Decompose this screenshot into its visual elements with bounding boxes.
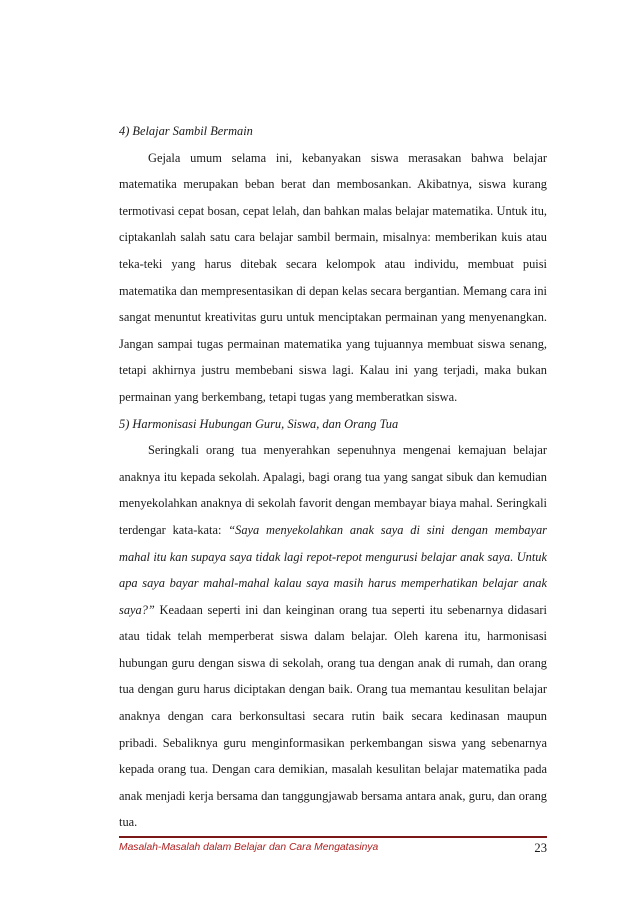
section-4-heading: 4) Belajar Sambil Bermain	[119, 124, 253, 138]
section-5-text-before-quote: Seringkali orang tua menyerahkan sepenuhnya mengenai kemajuan belajar anaknya itu kepada sekolah. Apalagi, bagi orang tua yang sangat sibuk dan kemudian menyekolahkan anaknya di sekolah favorit dengan membayar biaya mahal. Seringkali terdengar kata-kata:	[119, 443, 547, 537]
section-5-text-after-quote: Keadaan seperti ini dan keinginan orang tua seperti itu sebenarnya didasari atau tidak telah memperberat siswa dalam belajar. Oleh karena itu, harmonisasi hubungan guru dengan siswa di sekolah, orang tua dengan anak di rumah, dan orang tua dengan guru harus diciptakan dengan baik. Orang tua memantau kesulitan belajar anaknya dengan cara berkonsultasi secara rutin baik secara kedinasan maupun pribadi. Sebaliknya guru menginformasikan perkembangan siswa yang sebenarnya kepada orang tua. Dengan cara demikian, masalah kesulitan belajar matematika pada anak menjadi kerja bersama dan tanggungjawab bersama antara anak, guru, dan orang tua.	[119, 602, 547, 830]
page-footer	[119, 842, 547, 862]
section-5-quote: “Saya menyekolahkan anak saya di sini dengan membayar mahal itu kan supaya saya tidak lagi repot-repot mengurusi belajar anak saya. Untuk apa saya bayar mahal-mahal kalau saya masih harus memperhatikan belajar anak saya?”	[119, 522, 547, 617]
footer-rule	[119, 836, 547, 838]
page-number: 23	[534, 841, 547, 855]
footer-book-title: Masalah-Masalah dalam Belajar dan Cara Mengatasinya	[119, 842, 379, 853]
body-content	[119, 118, 547, 836]
section-5-paragraph	[119, 437, 547, 836]
section-4-paragraph: Gejala umum selama ini, kebanyakan siswa merasakan bahwa belajar matematika merupakan beban berat dan membosankan. Akibatnya, siswa kurang termotivasi cepat bosan, cepat lelah, dan bahkan malas belajar matematika. Untuk itu, ciptakanlah salah satu cara belajar sambil bermain, misalnya: memberikan kuis atau teka-teki yang harus ditebak secara kelompok atau individu, membuat puisi matematika dan mempresentasikan di depan kelas secara bergantian. Memang cara ini sangat menuntut kreativitas guru untuk menciptakan permainan yang menyenangkan. Jangan sampai tugas permainan matematika yang tujuannya membuat siswa senang, tetapi akhirnya justru membebani siswa lagi. Kalau ini yang terjadi, maka bukan permainan yang berkembang, tetapi tugas yang memberatkan siswa.	[119, 150, 547, 404]
section-5-heading: 5) Harmonisasi Hubungan Guru, Siswa, dan Orang Tua	[119, 416, 399, 431]
